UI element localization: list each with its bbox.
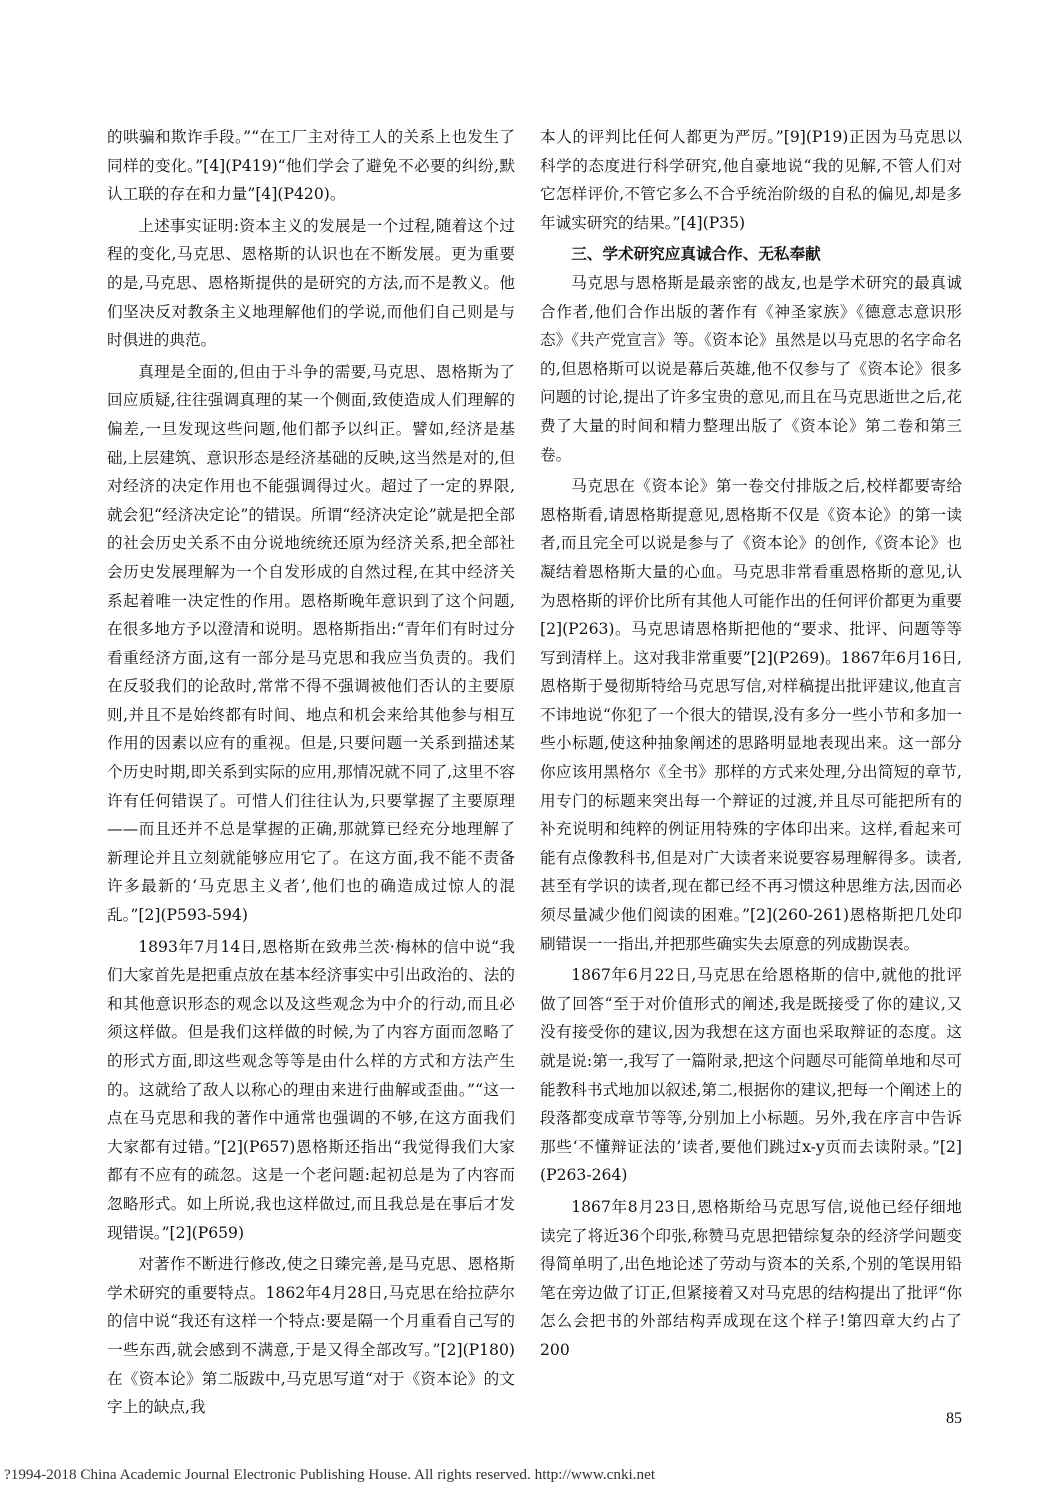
paragraph: 马克思与恩格斯是最亲密的战友,也是学术研究的最真诚合作者,他们合作出版的著作有《神圣家族》《德意志意识形态》《共产党宣言》等。《资本论》虽然是以马克思的名字命名的,但恩格斯可以说是幕后英雄,他不仅参与了《资本论》很多问题的讨论,提出了许多宝贵的意见,而且在马克思逝世之后,花费了大量的时间和精力整理出版了《资本论》第二卷和第三卷。: [540, 273, 962, 464]
paragraph: 上述事实证明:资本主义的发展是一个过程,随着这个过程的变化,马克思、恩格斯的认识也在不断发展。更为重要的是,马克思、恩格斯提供的是研究的方法,而不是教义。他们坚决反对教条主义地理解他们的学说,而他们自己则是与时俱进的典范。: [107, 216, 515, 350]
left-column: [107, 123, 515, 1425]
paragraph: 对著作不断进行修改,使之日臻完善,是马克思、恩格斯学术研究的重要特点。1862年4月28日,马克思在给拉萨尔的信中说“我还有这样一个特点:要是隔一个月重看自己写的一些东西,就会感到不满意,于是又得全部改写。”[2](P180)在《资本论》第二版跋中,马克思写道“对于《资本论》的文字上的缺点,我: [107, 1255, 515, 1417]
paragraph: 真理是全面的,但由于斗争的需要,马克思、恩格斯为了回应质疑,往往强调真理的某一个侧面,致使造成人们理解的偏差,一旦发现这些问题,他们都予以纠正。譬如,经济是基础,上层建筑、意识形态是经济基础的反映,这当然是对的,但对经济的决定作用也不能强调得过火。超过了一定的界限,就会犯“经济决定论”的错误。所谓“经济决定论”就是把全部的社会历史关系不由分说地统统还原为经济关系,把全部社会历史发展理解为一个自发形成的自然过程,在其中经济关系起着唯一决定性的作用。恩格斯晚年意识到了这个问题,在很多地方予以澄清和说明。恩格斯指出:“青年们有时过分看重经济方面,这有一部分是马克思和我应当负责的。我们在反驳我们的论敌时,常常不得不强调被他们否认的主要原则,并且不是始终都有时间、地点和机会来给其他参与相互作用的因素以应有的重视。但是,只要问题一关系到描述某个历史时期,即关系到实际的应用,那情况就不同了,这里不容许有任何错误了。可惜人们往往认为,只要掌握了主要原理——而且还并不总是掌握的正确,那就算已经充分地理解了新理论并且立刻就能够应用它了。在这方面,我不能不责备许多最新的‘马克思主义者’,他们也的确造成过惊人的混乱。”[2](P593-594): [107, 362, 515, 925]
section-heading: 三、学术研究应真诚合作、无私奉献: [571, 245, 821, 264]
paragraph: 本人的评判比任何人都更为严厉。”[9](P19)正因为马克思以科学的态度进行科学研究,他自豪地说“我的见解,不管人们对它怎样评价,不管它多么不合乎统治阶级的自私的偏见,却是多年诚实研究的结果。”[4](P35): [540, 128, 962, 232]
paragraph: 1893年7月14日,恩格斯在致弗兰茨·梅林的信中说“我们大家首先是把重点放在基本经济事实中引出政治的、法的和其他意识形态的观念以及这些观念为中介的行动,而且必须这样做。但是我们这样做的时候,为了内容方面而忽略了的形式方面,即这些观念等等是由什么样的方式和方法产生的。这就给了敌人以称心的理由来进行曲解或歪曲。”“这一点在马克思和我的著作中通常也强调的不够,在这方面我们大家都有过错。”[2](P657)恩格斯还指出“我觉得我们大家都有不应有的疏忽。这是一个老问题:起初总是为了内容而忽略形式。如上所说,我也这样做过,而且我总是在事后才发现错误。”[2](P659): [107, 937, 515, 1242]
paragraph: 马克思在《资本论》第一卷交付排版之后,校样都要寄给恩格斯看,请恩格斯提意见,恩格斯不仅是《资本论》的第一读者,而且完全可以说是参与了《资本论》的创作,《资本论》也凝结着恩格斯大量的心血。马克思非常看重恩格斯的意见,认为恩格斯的评价比所有其他人可能作出的任何评价都更为重要[2](P263)。马克思请恩格斯把他的“要求、批评、问题等等写到清样上。这对我非常重要”[2](P269)。1867年6月16日,恩格斯于曼彻斯特给马克思写信,对样稿提出批评建议,他直言不讳地说“你犯了一个很大的错误,没有多分一些小节和多加一些小标题,使这种抽象阐述的思路明显地表现出来。这一部分你应该用黑格尔《全书》那样的方式来处理,分出简短的章节,用专门的标题来突出每一个辩证的过渡,并且尽可能把所有的补充说明和纯粹的例证用特殊的字体印出来。这样,看起来可能有点像教科书,但是对广大读者来说要容易理解得多。读者,甚至有学识的读者,现在都已经不再习惯这种思维方法,因而必须尽量减少他们阅读的困难。”[2](260-261)恩格斯把几处印刷错误一一指出,并把那些确实失去原意的列成勘误表。: [540, 477, 962, 953]
paragraph: 的哄骗和欺诈手段。”“在工厂主对待工人的关系上也发生了同样的变化。”[4](P419)“他们学会了避免不必要的纠纷,默认工联的存在和力量”[4](P420)。: [107, 128, 515, 204]
paragraph: 1867年8月23日,恩格斯给马克思写信,说他已经仔细地读完了将近36个印张,称赞马克思把错综复杂的经济学问题变得简单明了,出色地论述了劳动与资本的关系,个别的笔误用铅笔在旁边做了订正,但紧接着又对马克思的结构提出了批评“你怎么会把书的外部结构弄成现在这个样子!第四章大约占了200: [540, 1197, 962, 1359]
copyright-footer: ?1994-2018 China Academic Journal Electronic Publishing House. All rights reserved. http://www.cnki.net: [4, 1466, 656, 1483]
page-number: 85: [946, 1410, 962, 1427]
paragraph: 1867年6月22日,马克思在给恩格斯的信中,就他的批评做了回答“至于对价值形式的阐述,我是既接受了你的建议,又没有接受你的建议,因为我想在这方面也采取辩证的态度。这就是说:第一,我写了一篇附录,把这个问题尽可能简单地和尽可能教科书式地加以叙述,第二,根据你的建议,把每一个阐述上的段落都变成章节等等,分别加上小标题。另外,我在序言中告诉那些‘不懂辩证法的’读者,要他们跳过x-y页而去读附录。”[2](P263-264): [540, 966, 962, 1185]
right-column: [540, 123, 962, 1368]
